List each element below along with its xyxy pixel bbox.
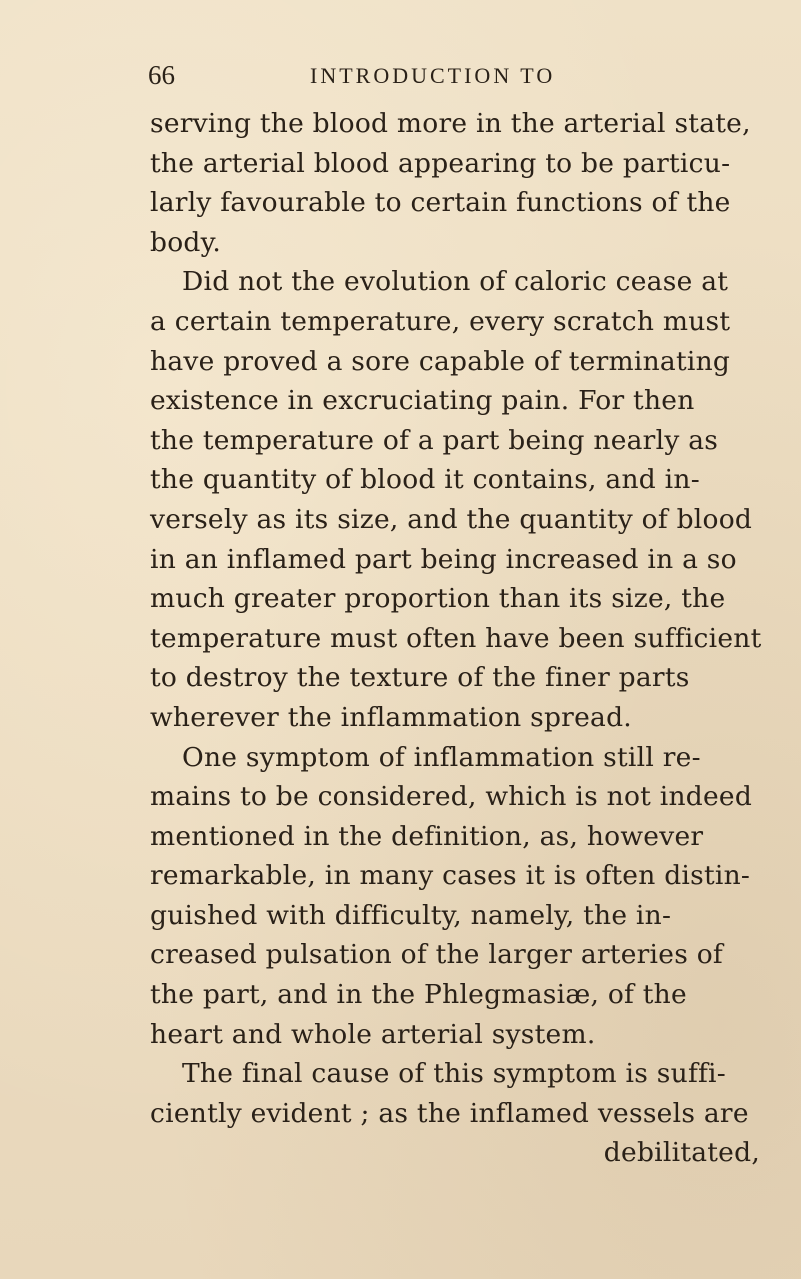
text-line: One symptom of inflammation still re- <box>182 741 701 773</box>
catchword-line: debilitated, <box>603 1137 760 1169</box>
text-line: guished with difficulty, namely, the in- <box>150 899 672 931</box>
text-line: the part, and in the Phlegmasiæ, of the <box>150 979 687 1011</box>
text-line: body. <box>150 226 222 258</box>
text-line: the quantity of blood it contains, and in- <box>150 464 700 496</box>
text-line: versely as its size, and the quantity of blood <box>150 503 753 535</box>
body-text <box>150 104 760 1173</box>
text-line: in an inflamed part being increased in a so <box>150 543 737 575</box>
running-title: INTRODUCTION TO <box>310 63 556 88</box>
text-line: Did not the evolution of caloric cease at <box>182 266 729 298</box>
text-line: wherever the inflammation spread. <box>150 701 632 733</box>
text-line: much greater proportion than its size, the <box>150 583 726 615</box>
text-line: heart and whole arterial system. <box>150 1018 596 1050</box>
text-line: serving the blood more in the arterial state, <box>150 108 751 139</box>
text-line: the temperature of a part being nearly as <box>150 424 719 456</box>
text-line: larly favourable to certain functions of the <box>150 187 731 219</box>
text-line: a certain temperature, every scratch must <box>150 305 731 337</box>
text-line: The final cause of this symptom is suffi- <box>182 1058 726 1090</box>
running-head <box>148 60 748 96</box>
text-line: creased pulsation of the larger arteries of <box>150 939 723 971</box>
text-line: existence in excruciating pain. For then <box>150 385 695 417</box>
text-line: have proved a sore capable of terminating <box>150 345 731 377</box>
text-line: mentioned in the definition, as, however <box>150 820 704 852</box>
text-line: temperature must often have been sufficient <box>150 622 762 654</box>
text-line: to destroy the texture of the finer parts <box>150 662 690 694</box>
text-line: ciently evident ; as the inflamed vessels are <box>150 1097 749 1129</box>
text-line: mains to be considered, which is not indeed <box>150 781 753 813</box>
text-line: remarkable, in many cases it is often distin- <box>150 860 751 892</box>
text-line: the arterial blood appearing to be particu- <box>150 147 731 179</box>
page-number: 66 <box>148 60 175 90</box>
